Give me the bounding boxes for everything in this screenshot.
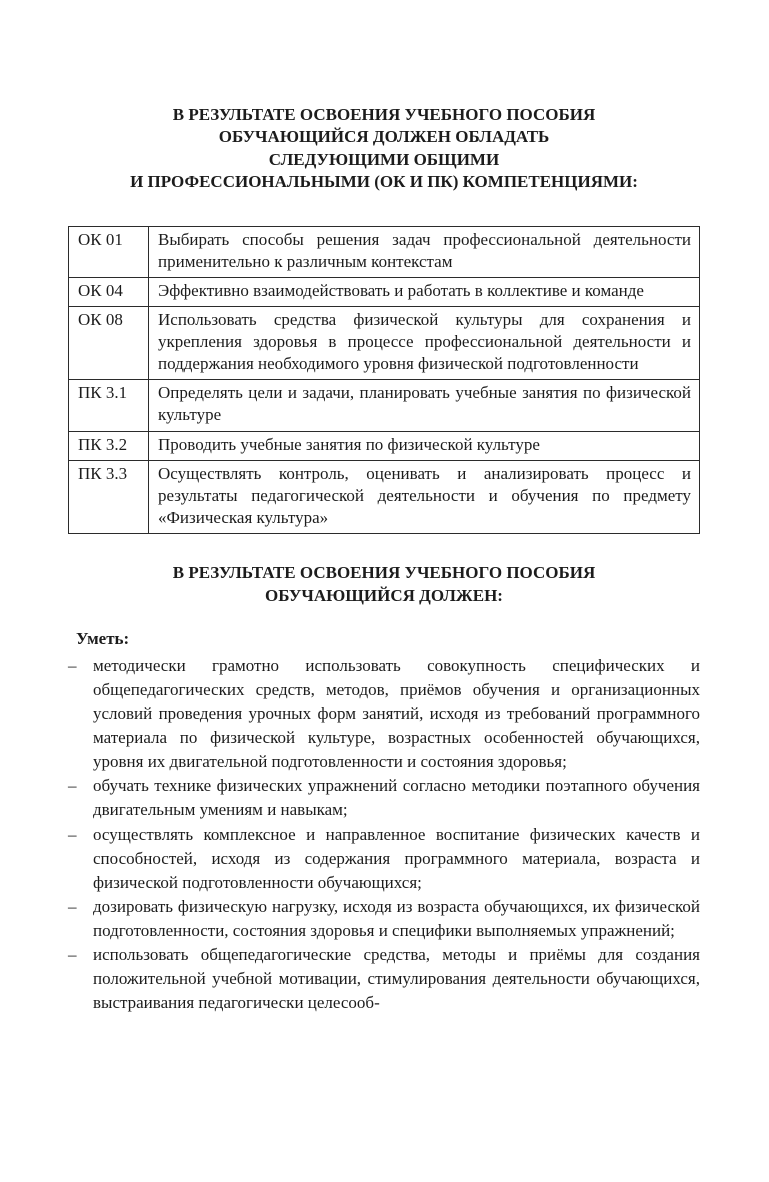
heading-line: И ПРОФЕССИОНАЛЬНЫМИ (ОК И ПК) КОМПЕТЕНЦИЯМИ: (130, 172, 638, 192)
heading-line: ОБУЧАЮЩИЙСЯ ДОЛЖЕН: (265, 585, 503, 605)
competency-code-cell: ОК 08 (69, 307, 149, 380)
list-item (68, 774, 700, 822)
dash-marker: – (68, 655, 77, 675)
heading-line: В РЕЗУЛЬТАТЕ ОСВОЕНИЯ УЧЕБНОГО ПОСОБИЯ (172, 105, 596, 124)
table-row (69, 460, 700, 533)
heading-line: ОБУЧАЮЩИЙСЯ ДОЛЖЕН ОБЛАДАТЬ (218, 127, 550, 147)
competency-code-cell: ПК 3.2 (69, 431, 149, 460)
table-row (69, 307, 700, 380)
table-row (69, 277, 700, 306)
skills-section-heading: Уметь: (76, 628, 130, 648)
list-item (68, 654, 700, 775)
heading-line: СЛЕДУЮЩИМИ ОБЩИМИ (268, 149, 500, 169)
table-row (69, 431, 700, 460)
list-item-text: обучать технике физических упражнений согласно методики поэтапного обучения двигательным умениям и навыкам; (93, 776, 700, 820)
list-item (68, 943, 700, 1015)
list-item-text: методически грамотно использовать совокупность специфических и общепедагогических средств, методов, приёмов обучения и организационных условий проведения урочных форм занятий, исходя из требований программного материала по физической культуре, возрастных особенностей обучающихся, уровня их двигательной подготовленности и состояния здоровья; (93, 655, 700, 772)
list-item-text: использовать общепедагогические средства, методы и приёмы для создания положительной учебной мотивации, стимулирования деятельности обучающихся, выстраивания педагогически целесооб- (93, 945, 700, 1013)
heading-line: В РЕЗУЛЬТАТЕ ОСВОЕНИЯ УЧЕБНОГО ПОСОБИЯ (172, 562, 596, 582)
competency-code-cell: ОК 01 (69, 226, 149, 277)
competencies-table-wrapper (68, 226, 700, 534)
competency-text-cell: Проводить учебные занятия по физической культуре (149, 431, 700, 460)
table-row (69, 226, 700, 277)
dash-marker: – (68, 824, 77, 844)
competency-code-cell: ПК 3.1 (69, 380, 149, 431)
dash-marker: – (68, 776, 77, 796)
skills-list (68, 654, 700, 1016)
competency-text-cell: Определять цели и задачи, планировать учебные занятия по физической культуре (149, 380, 700, 431)
list-item-text: осуществлять комплексное и направленное воспитание физических качеств и способностей, исходя из содержания программного материала, возраста и физической подготовленности обучающихся; (93, 824, 700, 892)
competency-text-cell: Эффективно взаимодействовать и работать в коллективе и команде (149, 277, 700, 306)
list-item (68, 895, 700, 943)
competency-code-cell: ОК 04 (69, 277, 149, 306)
competencies-table (68, 226, 700, 534)
competency-code-cell: ПК 3.3 (69, 460, 149, 533)
page-content (68, 104, 700, 1016)
list-item-text: дозировать физическую нагрузку, исходя из возраста обучающихся, их физической подготовленности, состояния здоровья и специфики выполняемых упражнений; (93, 896, 700, 941)
competency-text-cell: Использовать средства физической культуры для сохранения и укрепления здоровья в процессе профессиональной деятельности и поддержания необходимого уровня физической подготовленности (149, 307, 700, 380)
outcomes-heading (68, 562, 700, 608)
competencies-heading (68, 104, 700, 194)
dash-marker: – (68, 945, 77, 965)
list-item (68, 823, 700, 895)
competency-text-cell: Осуществлять контроль, оценивать и анализировать процесс и результаты педагогической деятельности и обучения по предмету «Физическая культура» (149, 460, 700, 533)
competency-text-cell: Выбирать способы решения задач профессиональной деятельности применительно к различным контекстам (149, 226, 700, 277)
dash-marker: – (68, 896, 77, 916)
table-row (69, 380, 700, 431)
